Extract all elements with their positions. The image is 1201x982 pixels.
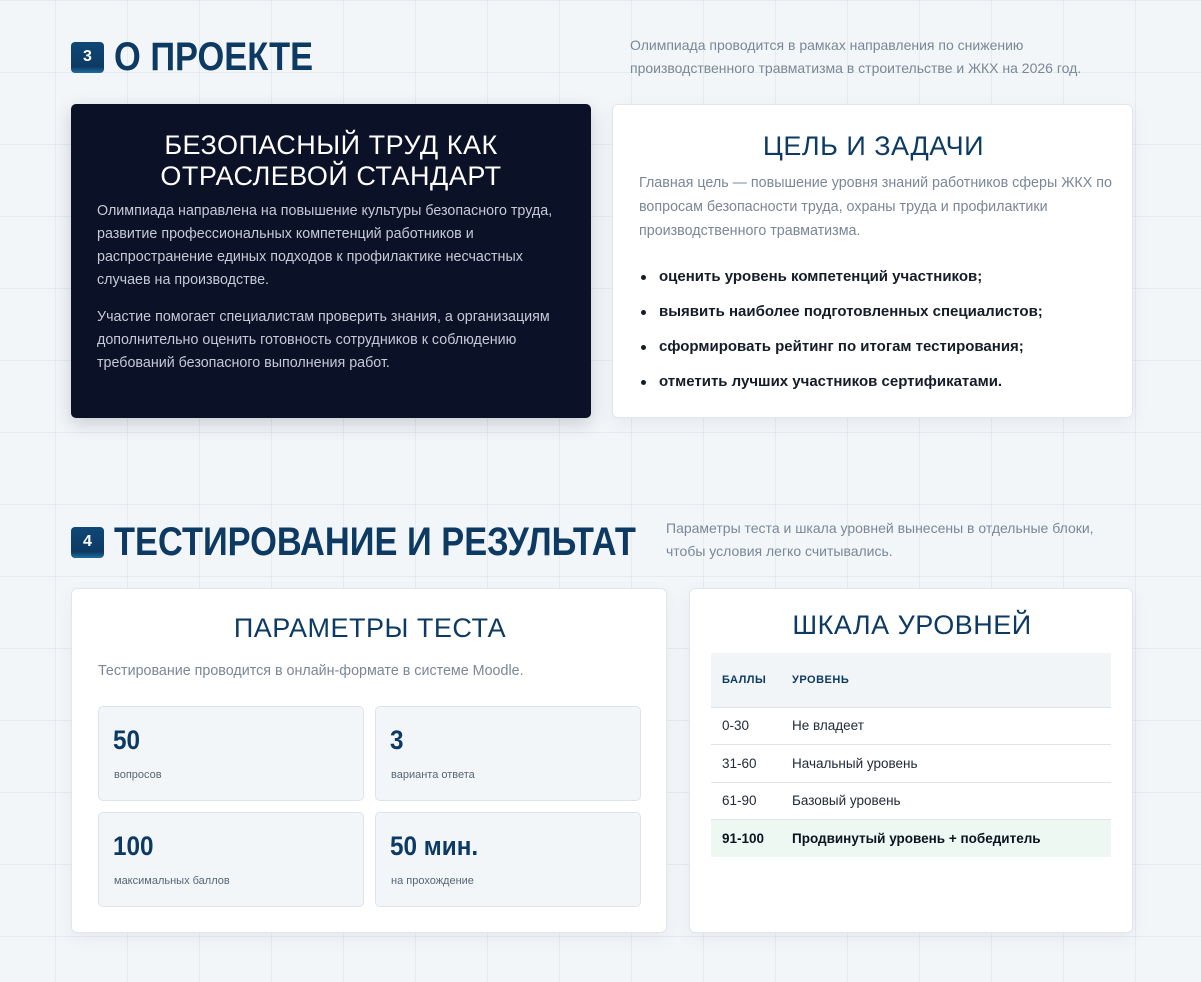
section-number-badge: 4 [71,527,104,558]
goal-item: оценить уровень компетенций участников; [639,267,1119,302]
level-cell: Начальный уровень [781,745,1111,783]
stat-max-score [98,812,364,907]
testing-section-title: ТЕСТИРОВАНИЕ И РЕЗУЛЬТАТ [114,519,636,564]
level-cell: Не владеет [781,707,1111,745]
standard-card [71,104,591,418]
column-header-score: БАЛЛЫ [711,653,781,707]
about-section-title: О ПРОЕКТЕ [114,34,314,79]
table-row-highlighted [711,820,1111,858]
stat-questions [98,706,364,801]
stat-label: вопросов [114,769,162,781]
level-cell: Продвинутый уровень + победитель [781,820,1111,858]
goals-card-title: ЦЕЛЬ И ЗАДАЧИ [762,131,985,161]
goals-intro: Главная цель — повышение уровня знаний работников сферы ЖКХ по вопросам безопасности труда, охраны труда и профилактики производственного травматизма. [639,175,1112,239]
goal-item: выявить наиболее подготовленных специалистов; [639,302,1119,337]
stat-label: максимальных баллов [114,875,230,887]
stat-duration [375,812,641,907]
table-row [711,745,1111,783]
stat-value: 50 мин. [390,831,479,861]
score-cell: 91-100 [711,820,781,858]
score-cell: 61-90 [711,782,781,820]
stat-answer-options [375,706,641,801]
testing-section-description: Параметры теста и шкала уровней вынесены в отдельные блоки, чтобы условия легко считывались. [666,520,1094,559]
about-section-description: Олимпиада проводится в рамках направления по снижению производственного травматизма в строительстве и ЖКХ на 2026 год. [630,37,1082,76]
score-cell: 31-60 [711,745,781,783]
goals-list [639,267,1119,407]
standard-card-title: БЕЗОПАСНЫЙ ТРУД КАК ОТРАСЛЕВОЙ СТАНДАРТ [160,130,502,191]
goals-card [612,104,1133,418]
stat-value: 50 [113,725,141,755]
column-header-level: УРОВЕНЬ [781,653,1111,707]
stat-value: 100 [113,831,154,861]
test-params-title: ПАРАМЕТРЫ ТЕСТА [233,613,507,643]
stat-value: 3 [390,725,404,755]
level-cell: Базовый уровень [781,782,1111,820]
level-scale-title: ШКАЛА УРОВНЕЙ [792,610,1032,640]
stat-label: на прохождение [391,875,474,887]
testing-section-header [71,520,721,564]
score-cell: 0-30 [711,707,781,745]
standard-card-paragraph: Олимпиада направлена на повышение культуры безопасного труда, развитие профессиональных компетенций работников и распространение единых подходов к профилактике несчастных случаев на производстве. [97,203,553,288]
table-header-row [711,653,1111,707]
section-number-badge: 3 [71,42,104,73]
table-row [711,707,1111,745]
level-scale-card [689,588,1133,933]
test-params-intro: Тестирование проводится в онлайн-формате в системе Moodle. [98,663,524,679]
test-params-card [71,588,667,933]
standard-card-paragraph: Участие помогает специалистам проверить знания, а организациям дополнительно оценить готовность сотрудников к соблюдению требований безопасного выполнения работ. [97,309,550,371]
stat-label: варианта ответа [391,769,475,781]
goal-item: отметить лучших участников сертификатами. [639,372,1119,407]
about-section-header [71,36,345,78]
goal-item: сформировать рейтинг по итогам тестирования; [639,337,1119,372]
level-scale-table [711,653,1111,857]
table-row [711,782,1111,820]
